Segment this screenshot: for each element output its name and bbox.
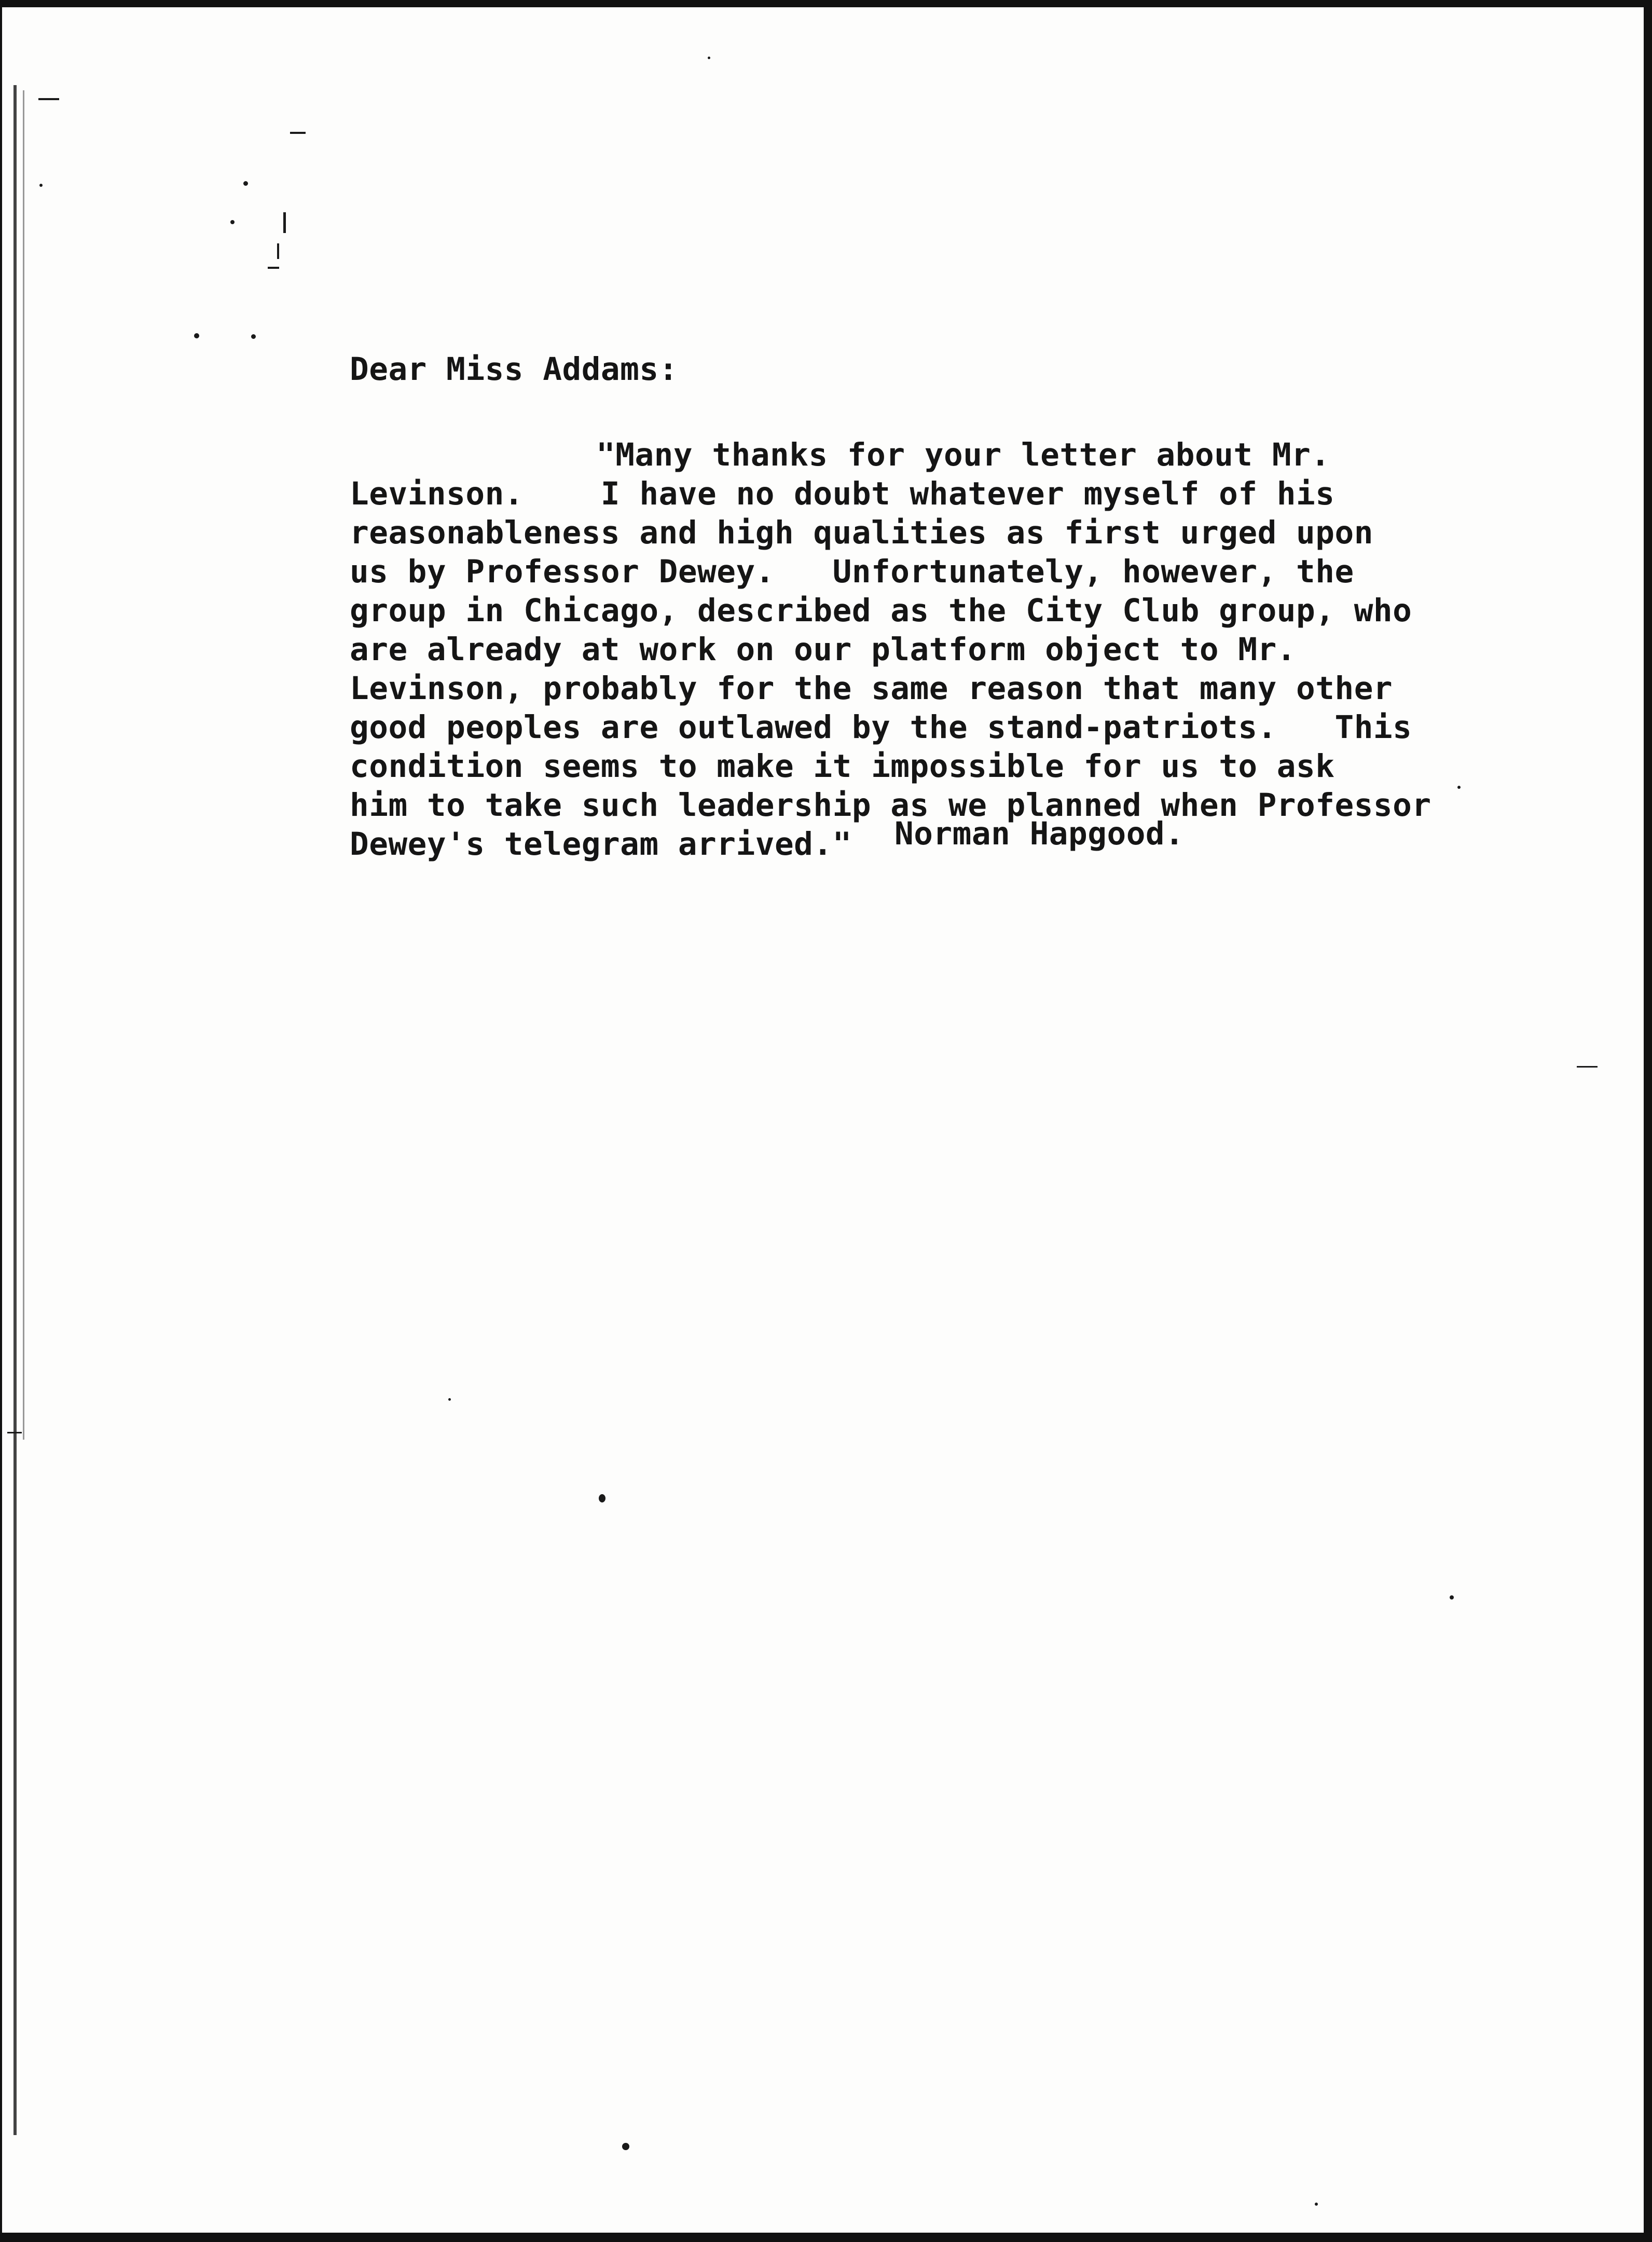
stray-mark <box>622 2143 629 2150</box>
letter-line: are already at work on our platform object to Mr. <box>350 631 1297 668</box>
scan-edge-line-faint <box>23 90 24 1440</box>
stray-mark <box>1450 1595 1454 1600</box>
stray-mark <box>243 181 248 186</box>
stray-mark <box>38 98 59 100</box>
stray-mark <box>1457 786 1461 789</box>
stray-mark <box>230 220 235 224</box>
stray-mark <box>251 334 256 339</box>
letter-line: him to take such leadership as we planned when Professor <box>350 787 1431 824</box>
letter-paragraph <box>350 435 1455 864</box>
letter-line: Levinson, probably for the same reason that many other <box>350 670 1393 707</box>
stray-mark <box>448 1398 451 1401</box>
scan-edge-line <box>13 85 17 2135</box>
letter-line: us by Professor Dewey. Unfortunately, however, the <box>350 553 1354 590</box>
letter-body <box>350 350 1455 864</box>
salutation: Dear Miss Addams: <box>350 351 678 388</box>
letter-line: group in Chicago, described as the City Club group, who <box>350 592 1412 629</box>
signature: Norman Hapgood. <box>894 815 1185 852</box>
letter-line: Dewey's telegram arrived." <box>350 826 852 863</box>
letter-line: Levinson. I have no doubt whatever myself of his <box>350 475 1335 512</box>
stray-mark <box>194 333 199 338</box>
stray-mark <box>1577 1066 1598 1068</box>
stray-mark <box>708 57 710 59</box>
stray-mark <box>268 267 279 269</box>
stray-mark <box>277 243 279 259</box>
stray-mark <box>1315 2203 1318 2206</box>
letter-line: reasonableness and high qualities as first urged upon <box>350 514 1373 551</box>
letter-line: condition seems to make it impossible for us to ask <box>350 748 1335 785</box>
letter-line: "Many thanks for your letter about Mr. <box>596 436 1330 473</box>
stray-mark <box>39 184 43 187</box>
stray-mark <box>283 212 286 233</box>
stray-mark <box>290 132 306 134</box>
letter-line: good peoples are outlawed by the stand-patriots. This <box>350 709 1412 746</box>
stray-mark <box>7 1432 22 1433</box>
stray-mark <box>599 1494 605 1502</box>
